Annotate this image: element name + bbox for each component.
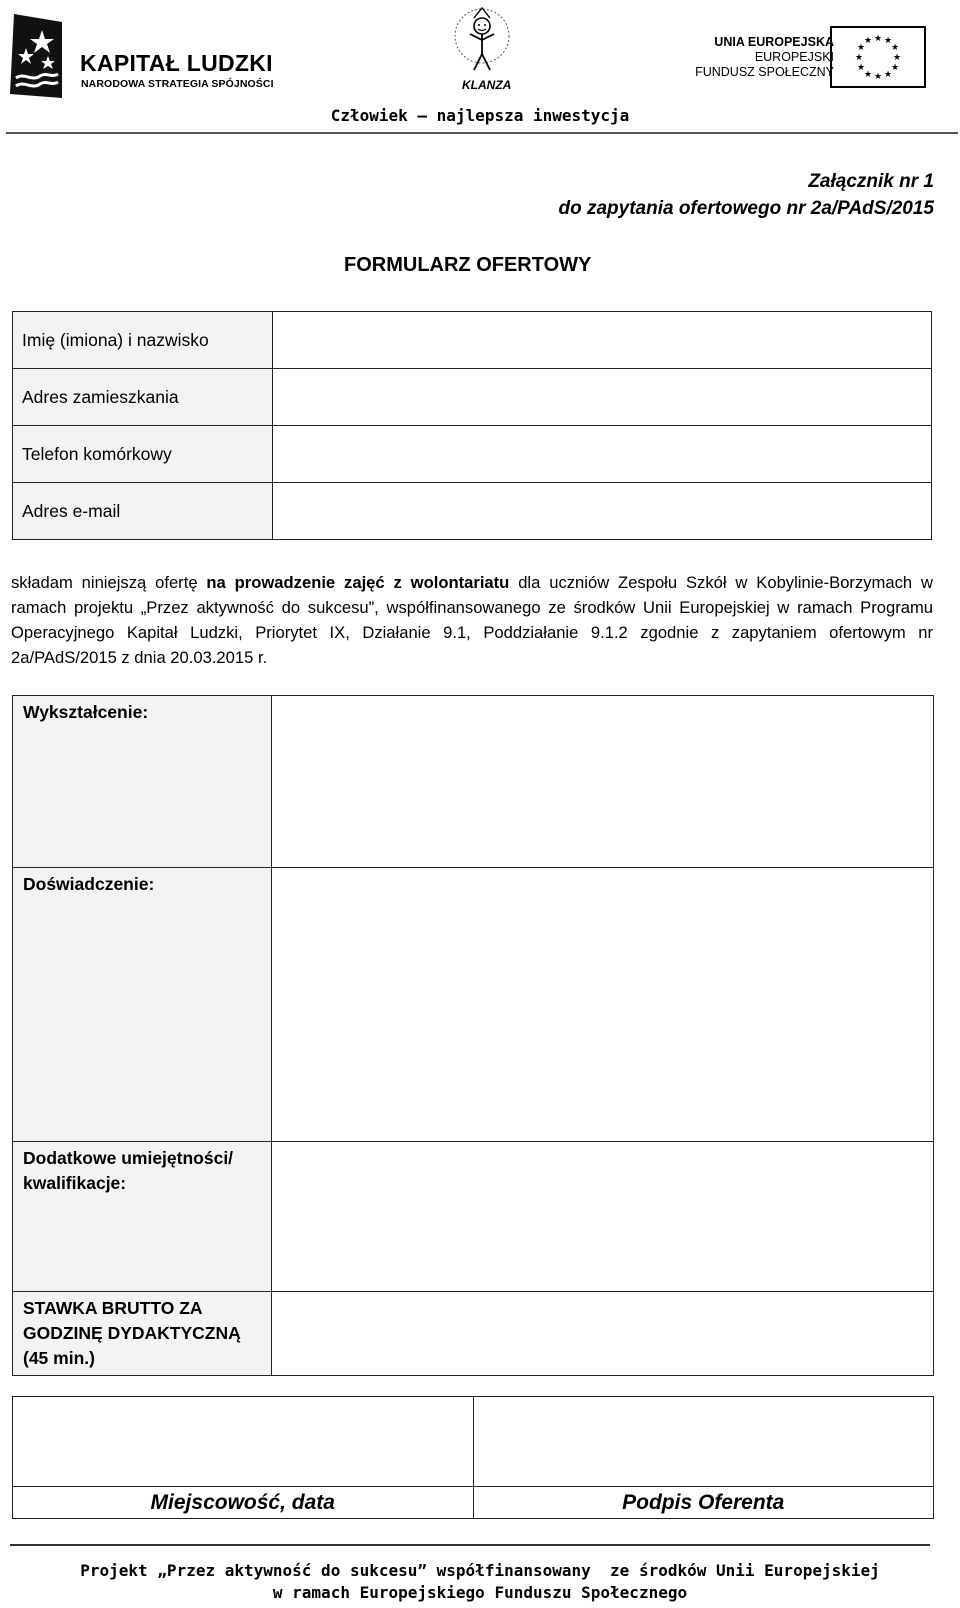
address-field[interactable] [273,369,932,426]
signature-caption: Podpis Oferenta [473,1487,934,1519]
hourly-rate-field[interactable] [272,1292,934,1376]
svg-text:★: ★ [883,70,893,80]
svg-text:★: ★ [873,34,883,44]
eu-flag-icon [830,26,926,88]
additional-skills-label: Dodatkowe umiejętności/ kwalifikacje: [13,1142,272,1292]
svg-text:★: ★ [883,36,893,46]
offer-statement-rest: dla uczniów Zespołu Szkół w Kobylinie-Borzymach w ramach projektu „Przez aktywność do sukcesu”, współfinansowanego ze środków Unii Europejskiej w ramach Programu Operacyjnego Kapitał Ludzki, Priorytet IX, Działanie 9.1, Poddziałanie 9.1.2 zgodnie z zapytaniem ofertowym nr 2a/PAdS/2015 z dnia 20.03.2015 r. [11,573,933,667]
svg-text:★: ★ [892,53,902,63]
additional-skills-field[interactable] [272,1142,934,1292]
table-row [13,1397,934,1487]
mobile-phone-label: Telefon komórkowy [13,426,273,483]
header-tagline: Człowiek – najlepsza inwestycja [330,106,630,125]
education-label: Wykształcenie: [13,696,272,868]
table-row [13,1487,934,1519]
footer-line-1: Projekt „Przez aktywność do sukcesu” współfinansowany ze środków Unii Europejskiej [80,1561,880,1580]
eu-fund-line2: FUNDUSZ SPOŁECZNY [695,65,834,79]
svg-text:★: ★ [856,63,866,73]
experience-field[interactable] [272,868,934,1142]
header-divider [6,132,958,134]
annex-inquiry: do zapytania ofertowego nr 2a/PAdS/2015 [558,198,934,219]
signature-table [12,1396,934,1519]
table-row [13,1142,934,1292]
svg-text:★: ★ [873,72,883,82]
footer-divider [10,1544,930,1546]
experience-label: Doświadczenie: [13,868,272,1142]
education-field[interactable] [272,696,934,868]
svg-text:★: ★ [863,36,873,46]
eu-fund-line1: EUROPEJSKI [754,50,834,64]
annex-number: Załącznik nr 1 [808,171,934,192]
table-row [13,426,932,483]
klanza-figure-icon [452,0,512,80]
qualifications-table [12,695,934,1376]
offer-statement-start: składam niniejszą ofertę [11,573,207,592]
table-row [13,1292,934,1376]
klanza-logo [452,0,512,95]
personal-data-table [12,311,932,540]
table-row [13,696,934,868]
kapital-ludzki-subtitle: NARODOWA STRATEGIA SPÓJNOŚCI [81,78,274,90]
annex-reference [558,168,934,222]
table-row [13,868,934,1142]
signature-field[interactable] [473,1397,934,1487]
table-row [13,312,932,369]
offer-statement-subject: na prowadzenie zajęć z wolontariatu [206,573,510,592]
mobile-phone-field[interactable] [273,426,932,483]
svg-text:★: ★ [890,63,900,73]
klanza-wordmark: KLANZA [462,78,512,92]
email-label: Adres e-mail [13,483,273,540]
kapital-ludzki-logo [6,12,276,102]
place-date-caption: Miejscowość, data [13,1487,474,1519]
address-label: Adres zamieszkania [13,369,273,426]
table-row [13,483,932,540]
svg-text:★: ★ [863,70,873,80]
svg-text:★: ★ [854,53,864,63]
full-name-label: Imię (imiona) i nazwisko [13,312,273,369]
page-title: FORMULARZ OFERTOWY [344,254,592,276]
kapital-ludzki-title: KAPITAŁ LUDZKI [80,50,273,76]
eu-social-fund-logo [688,26,950,96]
eu-name: UNIA EUROPEJSKA [714,35,834,49]
hourly-rate-label: STAWKA BRUTTO ZA GODZINĘ DYDAKTYCZNĄ (45 min.) [13,1292,272,1376]
full-name-field[interactable] [273,312,932,369]
table-row [13,369,932,426]
footer [0,1560,960,1604]
svg-text:★: ★ [890,43,900,53]
footer-line-2: w ramach Europejskiego Funduszu Społecznego [272,1583,688,1602]
kapital-ludzki-emblem-icon [6,12,64,100]
place-date-field[interactable] [13,1397,474,1487]
offer-statement [11,570,933,670]
svg-text:★: ★ [856,43,866,53]
email-field[interactable] [273,483,932,540]
